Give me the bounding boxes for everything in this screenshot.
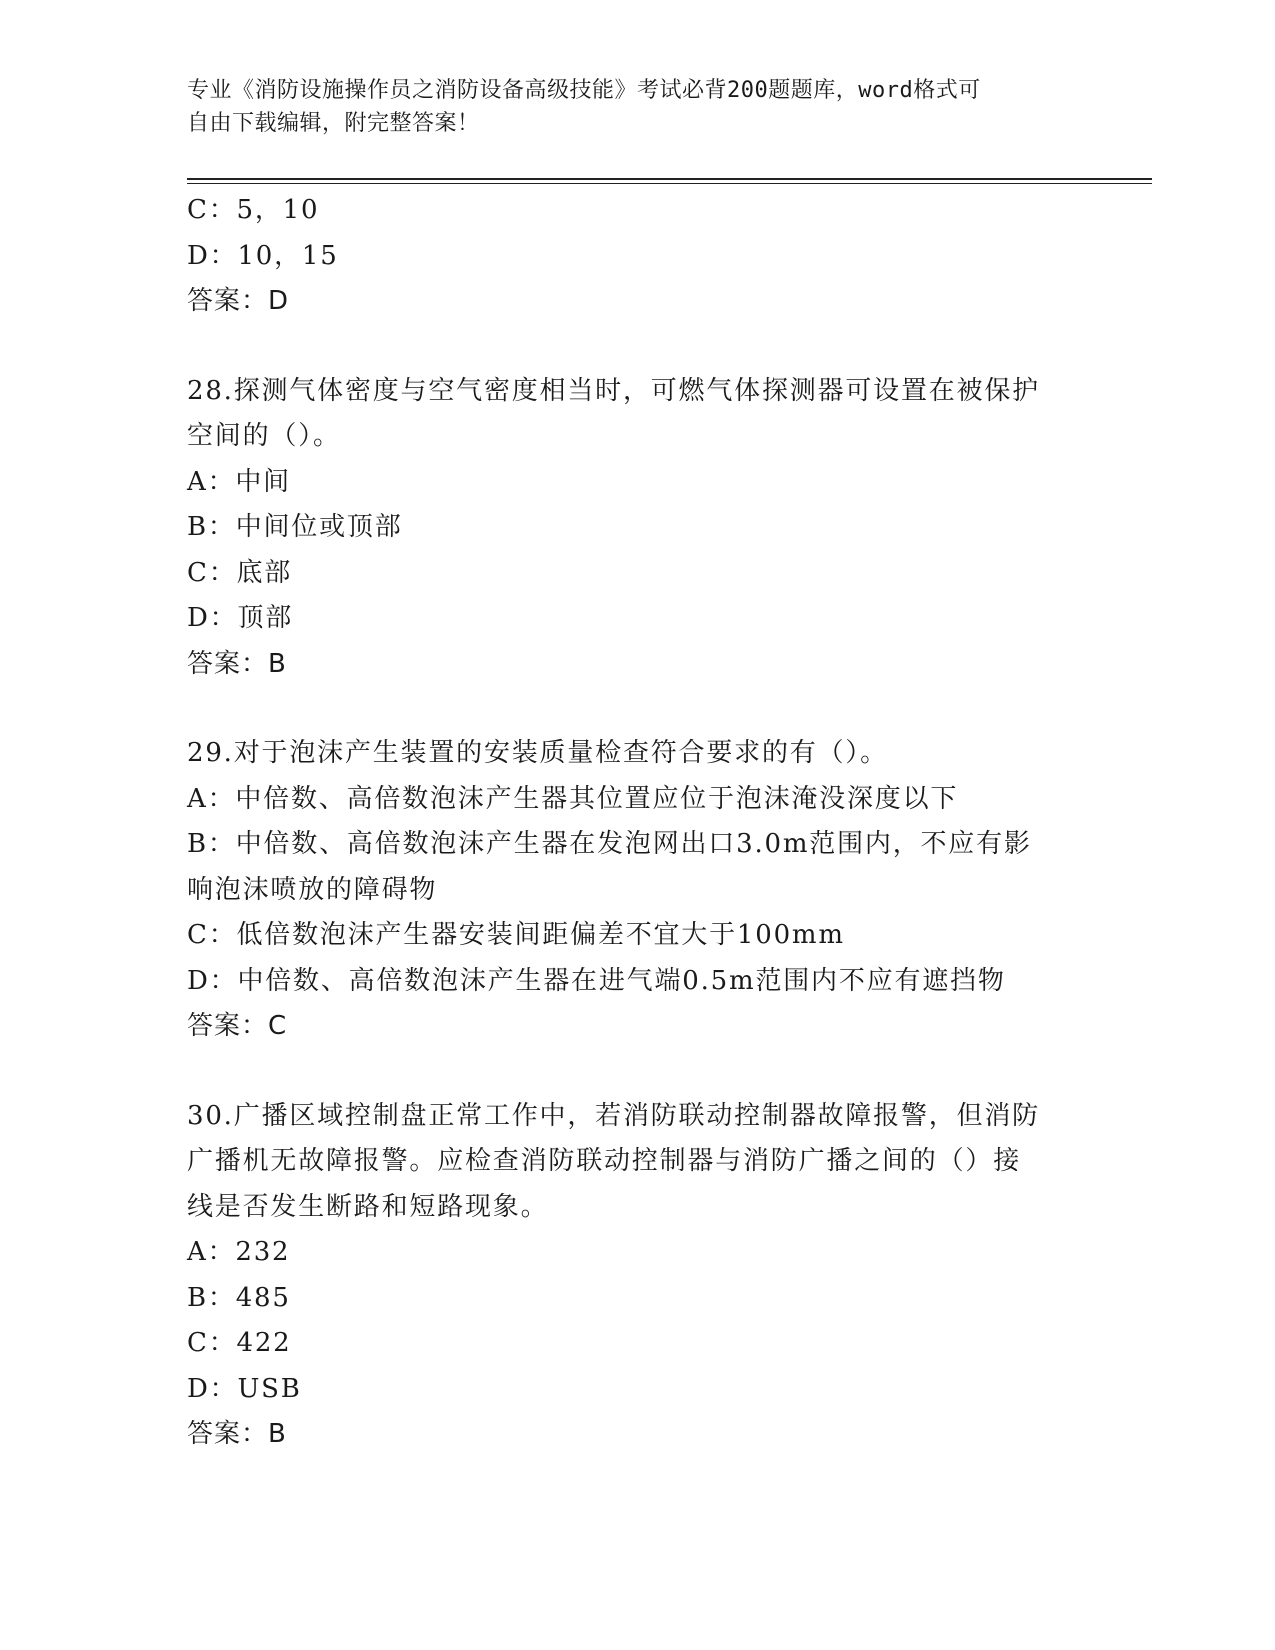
option-b: B：485	[187, 1282, 291, 1313]
option-a: A：中倍数、高倍数泡沫产生器其位置应位于泡沫淹没深度以下	[187, 783, 959, 814]
option-c: C：5，10	[187, 195, 320, 225]
question-list	[187, 188, 1077, 1458]
option-c: C：422	[187, 1328, 292, 1358]
answer-line: 答案：B	[187, 648, 287, 679]
header-rule-thick	[187, 178, 1152, 180]
option-a: A：中间	[187, 466, 291, 497]
question-30	[187, 1094, 1077, 1458]
question-stem: 28.探测气体密度与空气密度相当时，可燃气体探测器可设置在被保护	[187, 375, 1040, 406]
option-b: B：中倍数、高倍数泡沫产生器在发泡网出口3.0m范围内，不应有影	[187, 829, 1032, 859]
option-b: B：中间位或顶部	[187, 512, 403, 542]
previous-question-tail	[187, 188, 1077, 325]
option-d: D：USB	[187, 1373, 302, 1404]
header-line-1: 专业《消防设施操作员之消防设备高级技能》考试必背200题题库，word格式可	[187, 78, 981, 103]
question-stem: 线是否发生断路和短路现象。	[187, 1191, 549, 1222]
option-c: C：低倍数泡沫产生器安装间距偏差不宜大于100mm	[187, 920, 845, 950]
question-stem: 30.广播区域控制盘正常工作中，若消防联动控制器故障报警，但消防	[187, 1100, 1040, 1131]
header-line-2: 自由下载编辑，附完整答案！	[187, 111, 480, 136]
header-rule-thin	[187, 183, 1152, 184]
answer-line: 答案：D	[187, 286, 290, 316]
option-a: A：232	[187, 1237, 291, 1267]
option-c: C：底部	[187, 557, 293, 588]
question-29	[187, 731, 1077, 1050]
question-stem: 29.对于泡沫产生装置的安装质量检查符合要求的有（）。	[187, 738, 888, 768]
option-d: D：10，15	[187, 240, 339, 271]
question-28	[187, 369, 1077, 688]
option-b-continued: 响泡沫喷放的障碍物	[187, 874, 438, 905]
page-header	[187, 74, 1087, 140]
answer-line: 答案：B	[187, 1419, 287, 1449]
option-d: D：顶部	[187, 603, 294, 633]
option-d: D：中倍数、高倍数泡沫产生器在进气端0.5m范围内不应有遮挡物	[187, 965, 1006, 996]
question-stem: 广播机无故障报警。应检查消防联动控制器与消防广播之间的（）接	[187, 1146, 1022, 1176]
answer-line: 答案：C	[187, 1011, 288, 1041]
question-stem: 空间的（）。	[187, 421, 341, 451]
